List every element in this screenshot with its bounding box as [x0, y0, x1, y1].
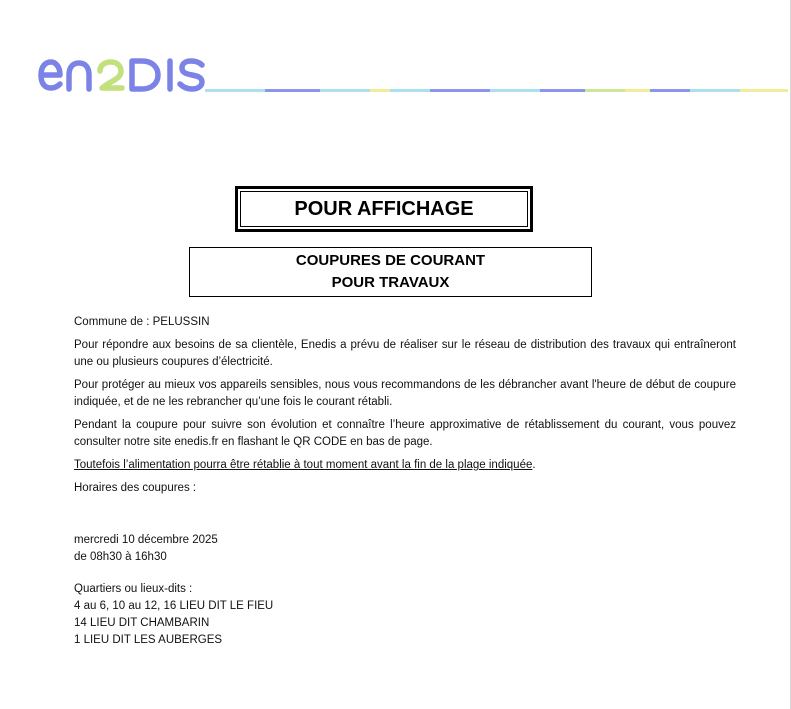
- paragraph-protect: Pour protéger au mieux vos appareils sensibles, nous vous recommandons de les débrancher avant l'heure de début de coupure indiquée, et de ne les rebrancher qu’une fois le courant rétabli.: [74, 379, 736, 408]
- outage-date: mercredi 10 décembre 2025: [74, 534, 218, 546]
- title-box: [235, 186, 533, 232]
- spacer: [74, 503, 736, 532]
- enedis-logo: [36, 53, 206, 97]
- place-item: 4 au 6, 10 au 12, 16 LIEU DIT LE FIEU: [74, 600, 274, 612]
- place-item: 14 LIEU DIT CHAMBARIN: [74, 617, 210, 629]
- outage-time-range: de 08h30 à 16h30: [74, 551, 167, 563]
- place-item: 1 LIEU DIT LES AUBERGES: [74, 634, 223, 646]
- header-divider: [205, 89, 788, 92]
- page-title: POUR AFFICHAGE: [240, 191, 528, 227]
- warning-period: .: [532, 459, 536, 471]
- schedule-label: Horaires des coupures :: [74, 482, 197, 494]
- warning-text: Toutefois l’alimentation pourra être rétablie à tout moment avant la fin de la plage indiquée: [74, 459, 533, 471]
- subtitle-line-1: COUPURES DE COURANT: [295, 252, 486, 269]
- places-label: Quartiers ou lieux-dits :: [74, 583, 193, 595]
- subtitle-line-2: POUR TRAVAUX: [331, 274, 450, 291]
- commune-line: Commune de : PELUSSIN: [74, 316, 210, 328]
- notice-body: [74, 314, 736, 649]
- paragraph-follow: Pendant la coupure pour suivre son évolution et connaître l’heure approximative de rétablissement du courant, vous pouvez consulter notre site enedis.fr en flashant le QR CODE en bas de page.: [74, 419, 736, 448]
- spacer: [74, 566, 736, 581]
- subtitle-box: [189, 247, 592, 297]
- warning-line: [74, 457, 736, 474]
- paragraph-intro: Pour répondre aux besoins de sa clientèle, Enedis a prévu de réaliser sur le réseau de distribution des travaux qui entraîneront une ou plusieurs coupures d’électricité.: [74, 339, 736, 368]
